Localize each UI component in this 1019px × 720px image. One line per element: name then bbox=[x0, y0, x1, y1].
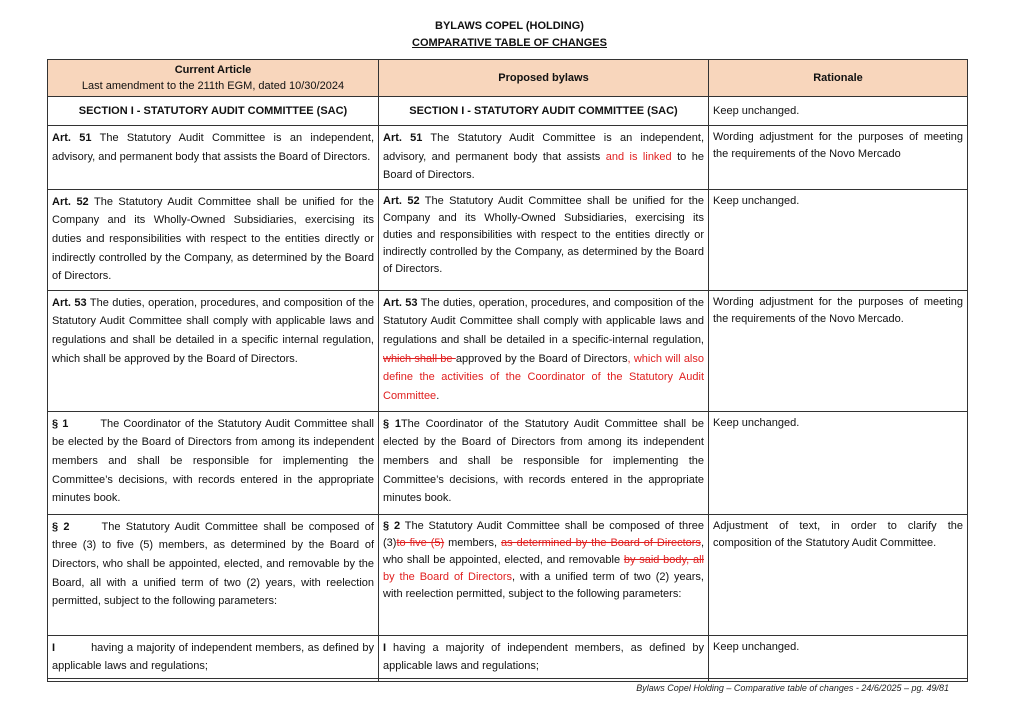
rationale-cell: Keep unchanged. bbox=[709, 635, 968, 681]
header-proposed-bylaws: Proposed bylaws bbox=[379, 60, 709, 97]
proposed-article-cell bbox=[379, 514, 709, 635]
article-label: Art. 51 bbox=[383, 132, 423, 144]
document-title: BYLAWS COPEL (HOLDING) bbox=[435, 20, 584, 32]
article-text: , who shall be appointed, elected, and removable bbox=[383, 536, 704, 566]
article-label: Art. 53 bbox=[383, 296, 418, 309]
deleted-text: which shall be bbox=[383, 352, 456, 365]
article-text: The duties, operation, procedures, and composition of the Statutory Audit Committee shall comply with applicable laws and regulations and shall be detailed in a specific internal regulation, which shall be approved by the Board of Directors. bbox=[52, 296, 374, 365]
table-row bbox=[48, 514, 968, 635]
article-text: The Statutory Audit Committee shall be composed of three (3) bbox=[383, 519, 704, 549]
article-text: The Coordinator of the Statutory Audit Committee shall be elected by the Board of Directors from among its independent members and shall be responsible for implementing the Committee’s decisions, with records entered in the appropriate minutes book. bbox=[52, 417, 374, 505]
inserted-text: by the Board of Directors bbox=[383, 570, 513, 583]
article-text: The Statutory Audit Committee shall be unified for the Company and its Wholly-Owned Subsidiaries, exercising its duties and responsibilities with respect to the entities directly or indirectly controlled by the Company, as determined by the Board of Directors. bbox=[383, 194, 704, 275]
header-current-title: Current Article bbox=[174, 64, 252, 76]
current-article-cell bbox=[48, 635, 379, 681]
article-label: § 1 bbox=[383, 417, 401, 430]
article-text: The Coordinator of the Statutory Audit Committee shall be elected by the Board of Directors from among its independent members and shall be responsible for implementing the Committee’s decisions, with records entered in the appropriate minutes book. bbox=[383, 417, 705, 505]
rationale-cell: Wording adjustment for the purposes of meeting the requirements of the Novo Mercado. bbox=[709, 290, 968, 411]
rationale-cell: Keep unchanged. bbox=[709, 189, 968, 290]
article-label: Art. 52 bbox=[383, 194, 420, 207]
deleted-text: as determined by the Board of Directors bbox=[501, 536, 701, 549]
article-label: § 2 bbox=[52, 520, 70, 533]
section-proposed: SECTION I - STATUTORY AUDIT COMMITTEE (SAC) bbox=[379, 97, 709, 126]
page-footer: Bylaws Copel Holding – Comparative table of changes - 24/6/2025 – pg. 49/81 bbox=[636, 683, 949, 693]
table-row bbox=[48, 189, 968, 290]
article-text: having a majority of independent members, as defined by applicable laws and regulations; bbox=[52, 641, 374, 673]
article-text: The Statutory Audit Committee is an independent, advisory, and permanent body that assists the Board of Directors. bbox=[52, 132, 374, 163]
article-text: members, bbox=[444, 536, 501, 549]
footer-divider bbox=[47, 678, 967, 679]
inserted-text: and is linked bbox=[605, 150, 672, 163]
article-label: Art. 51 bbox=[52, 132, 92, 144]
article-text: . bbox=[436, 389, 440, 402]
article-text: The Statutory Audit Committee shall be composed of three (3) to five (5) members, as determined by the Board of Directors, who shall be appointed, elected, and removable by the Board, all with a unified term of two (2) years, with reelection permitted, subject to the following parameters: bbox=[52, 520, 374, 608]
article-text: approved by the Board of Directors bbox=[455, 352, 628, 365]
current-article-cell bbox=[48, 411, 379, 514]
current-article-cell bbox=[48, 290, 379, 411]
article-label: Art. 53 bbox=[52, 296, 87, 309]
current-article-cell bbox=[48, 126, 379, 190]
proposed-article-cell bbox=[379, 635, 709, 681]
article-text: The Statutory Audit Committee is an independent, advisory, and permanent body that assists bbox=[383, 132, 704, 163]
article-label: § 2 bbox=[383, 519, 401, 532]
article-text: to he Board of Directors. bbox=[383, 150, 704, 182]
rationale-cell: Adjustment of text, in order to clarify the composition of the Statutory Audit Committee. bbox=[709, 514, 968, 635]
table-row bbox=[48, 290, 968, 411]
section-current: SECTION I - STATUTORY AUDIT COMMITTEE (SAC) bbox=[48, 97, 379, 126]
table-row bbox=[48, 411, 968, 514]
proposed-article-cell bbox=[379, 290, 709, 411]
rationale-cell: Keep unchanged. bbox=[709, 411, 968, 514]
rationale-cell: Wording adjustment for the purposes of meeting the requirements of the Novo Mercado bbox=[709, 126, 968, 190]
table-row bbox=[48, 635, 968, 681]
article-text: The Statutory Audit Committee shall be unified for the Company and its Wholly-Owned Subsidiaries, exercising its duties and responsibilities with respect to the entities directly or indirectly controlled by the Company, as determined by the Board of Directors. bbox=[52, 195, 374, 283]
current-article-cell bbox=[48, 189, 379, 290]
section-rationale: Keep unchanged. bbox=[709, 97, 968, 126]
article-label: Art. 52 bbox=[52, 195, 89, 208]
table-row-section bbox=[48, 97, 968, 126]
header-current-article bbox=[48, 60, 379, 97]
header-current-subtitle: Last amendment to the 211th EGM, dated 10/30/2024 bbox=[81, 80, 345, 92]
article-label: I bbox=[52, 641, 56, 654]
table-header-row bbox=[48, 60, 968, 97]
deleted-text: to five (5) bbox=[396, 536, 445, 549]
document-subtitle: COMPARATIVE TABLE OF CHANGES bbox=[412, 37, 607, 49]
article-label: I bbox=[383, 641, 387, 654]
article-text: The duties, operation, procedures, and composition of the Statutory Audit Committee shall comply with applicable laws and regulations and shall be detailed in a specific-internal regulation, bbox=[383, 296, 704, 346]
header-rationale: Rationale bbox=[709, 60, 968, 97]
inserted-text: , which will also define the activities of the Coordinator of the Statutory Audit Committee bbox=[383, 352, 704, 402]
table-row bbox=[48, 126, 968, 190]
current-article-cell bbox=[48, 514, 379, 635]
article-label: § 1 bbox=[52, 417, 69, 430]
proposed-article-cell bbox=[379, 126, 709, 190]
article-text: , with a unified term of two (2) years, with reelection permitted, subject to the following parameters: bbox=[383, 570, 704, 600]
proposed-article-cell bbox=[379, 189, 709, 290]
proposed-article-cell bbox=[379, 411, 709, 514]
deleted-text: by said body, all bbox=[623, 553, 704, 566]
comparative-table bbox=[47, 59, 968, 682]
article-text: having a majority of independent members, as defined by applicable laws and regulations; bbox=[383, 641, 704, 673]
